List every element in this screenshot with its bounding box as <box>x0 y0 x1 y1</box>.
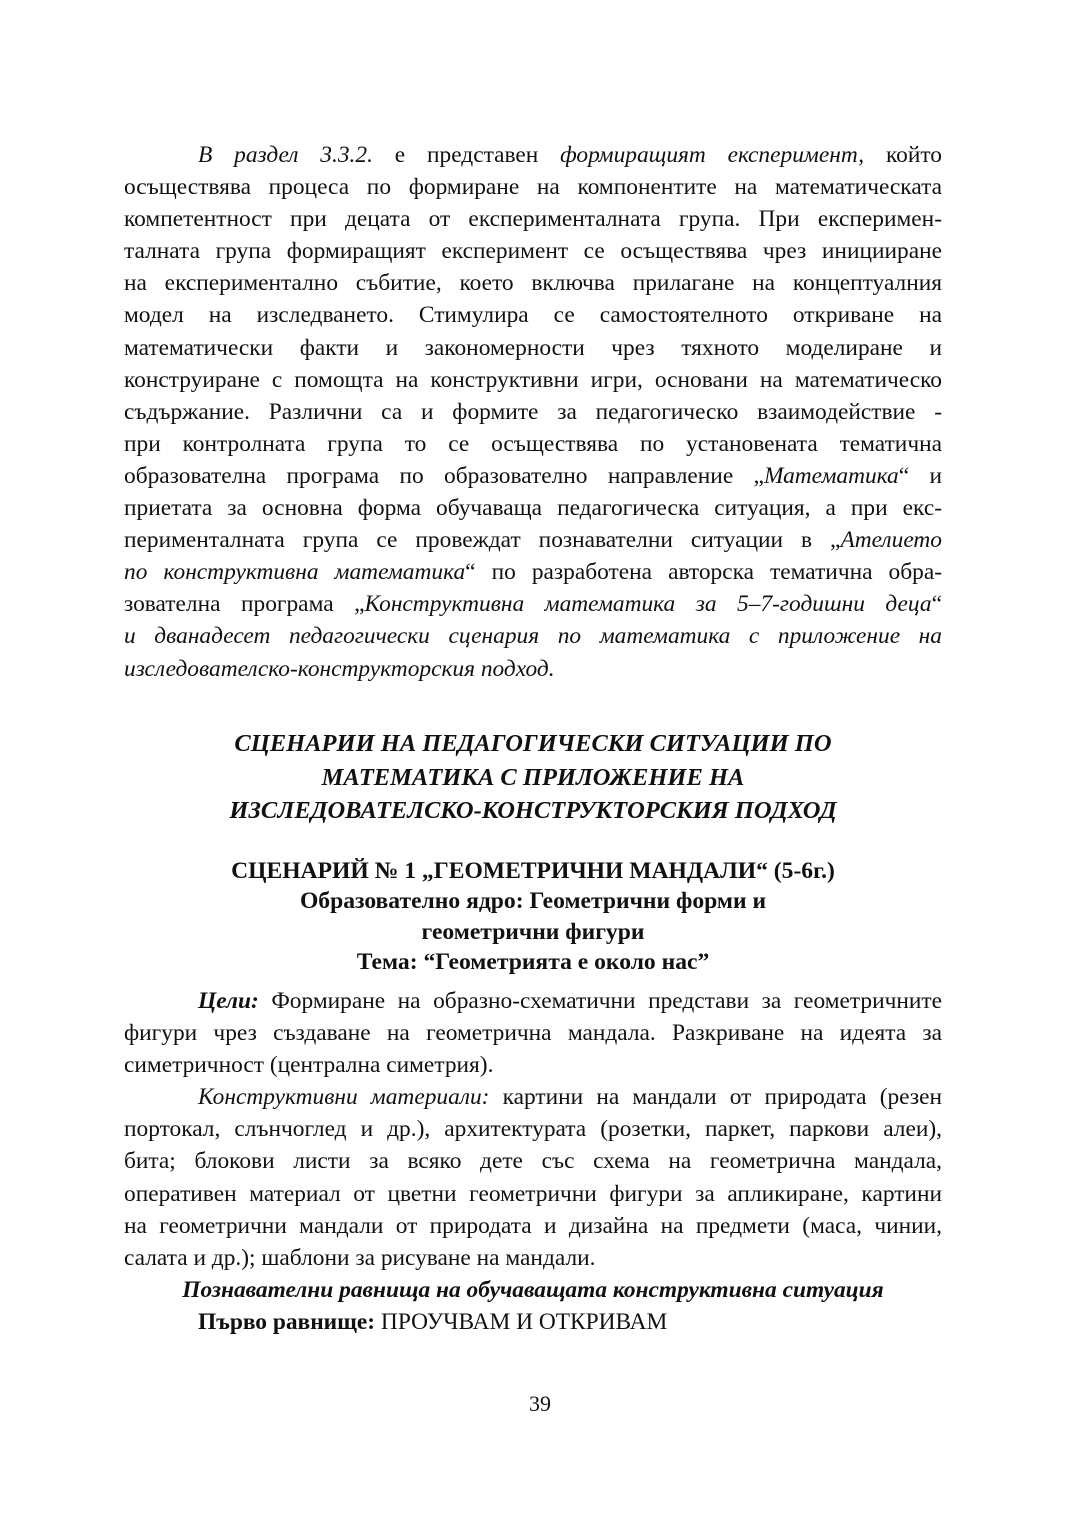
scenario-theme: Тема: “Геометрията е около нас” <box>356 949 710 976</box>
text-line: осъществява процеса по формиране на компонентите на математическата <box>124 174 942 201</box>
text-line: В раздел 3.3.2. е представен формиращият експеримент, който <box>198 142 942 168</box>
text-line: на експериментално събитие, което включва прилагане на концептуалния <box>124 270 942 297</box>
text-line: конструиране с помощта на конструктивни игри, основани на математическо <box>124 366 942 393</box>
section-heading <box>124 727 942 828</box>
intro-paragraph <box>124 139 942 685</box>
text-line: приетата за основна форма обучаваща педагогическа ситуация, а при екс- <box>124 495 942 522</box>
goals-line: фигури чрез създаване на геометрична мандала. Разкриване на идеята за <box>124 1020 942 1047</box>
text-line: по конструктивна математика“ по разработена авторска тематична обра- <box>124 559 942 586</box>
first-level-value: ПРОУЧВАМ И ОТКРИВАМ <box>375 1308 668 1335</box>
materials-line: бита; блокови листи за всяко дете със схема на геометрична мандала, <box>124 1148 942 1175</box>
scenario-title: СЦЕНАРИЙ № 1 „ГЕОМЕТРИЧНИ МАНДАЛИ“ (5-6г.) <box>231 858 835 884</box>
text-line: перименталната група се провеждат познавателни ситуации в „Ателието <box>124 527 942 554</box>
text-line: зователна програма „Конструктивна математика за 5–7-годишни деца“ <box>124 591 942 618</box>
text-line: при контролната група то се осъществява по установената тематична <box>124 430 942 457</box>
text-line: модел на изследването. Стимулира се самостоятелното откриване на <box>124 302 942 329</box>
materials-line: Конструктивни материали: картини на мандали от природата (резен <box>198 1084 942 1111</box>
text-line: компетентност при децата от експерименталната група. При експеримен- <box>124 206 942 233</box>
section-heading-line: МАТЕМАТИКА С ПРИЛОЖЕНИЕ НА <box>321 763 745 791</box>
goals-label: Цели: <box>198 988 259 1014</box>
materials-line: на геометрични мандали от природата и дизайна на предмети (маса, чинии, <box>124 1212 942 1239</box>
materials-line: оперативен материал от цветни геометрични фигури за апликиране, картини <box>124 1180 942 1207</box>
scenario-core-line: геометрични фигури <box>421 918 645 945</box>
text-line: и дванадесет педагогически сценария по математика с приложение на <box>124 623 942 650</box>
section-heading-line: СЦЕНАРИИ НА ПЕДАГОГИЧЕСКИ СИТУАЦИИ ПО <box>234 730 832 757</box>
first-level-label: Първо равнище: <box>198 1308 376 1335</box>
goals-materials <box>124 985 942 1338</box>
first-level-line <box>124 1306 942 1338</box>
materials-line: портокал, слънчоглед и др.), архитектурата (розетки, паркет, паркови алеи), <box>124 1116 942 1143</box>
goals-line: симетричност (централна симетрия). <box>124 1052 494 1079</box>
levels-heading: Познавателни равнища на обучаващата конструктивна ситуация <box>182 1276 884 1303</box>
scenario-header <box>124 856 942 978</box>
materials-line: салата и др.); шаблони за рисуване на мандали. <box>124 1244 596 1271</box>
goals-line: Цели: Формиране на образно-схематични представи за геометричните <box>198 988 942 1014</box>
page-number: 39 <box>529 1391 551 1416</box>
text-line: изследователско-конструкторския подход. <box>124 655 555 682</box>
text-line: талната група формиращият експеримент се осъществява чрез иницииране <box>124 238 942 265</box>
text-line: съдържание. Различни са и формите за педагогическо взаимодействие - <box>124 398 942 425</box>
section-heading-line: ИЗСЛЕДОВАТЕЛСКО-КОНСТРУКТОРСКИЯ ПОДХОД <box>229 797 837 824</box>
scenario-core-line: Образователно ядро: Геометрични форми и <box>299 888 767 915</box>
text-line: образователна програма по образователно направление „Математика“ и <box>124 462 942 489</box>
materials-label: Конструктивни материали: <box>198 1084 490 1111</box>
text-line: математически факти и закономерности чрез тяхното моделиране и <box>124 334 942 361</box>
